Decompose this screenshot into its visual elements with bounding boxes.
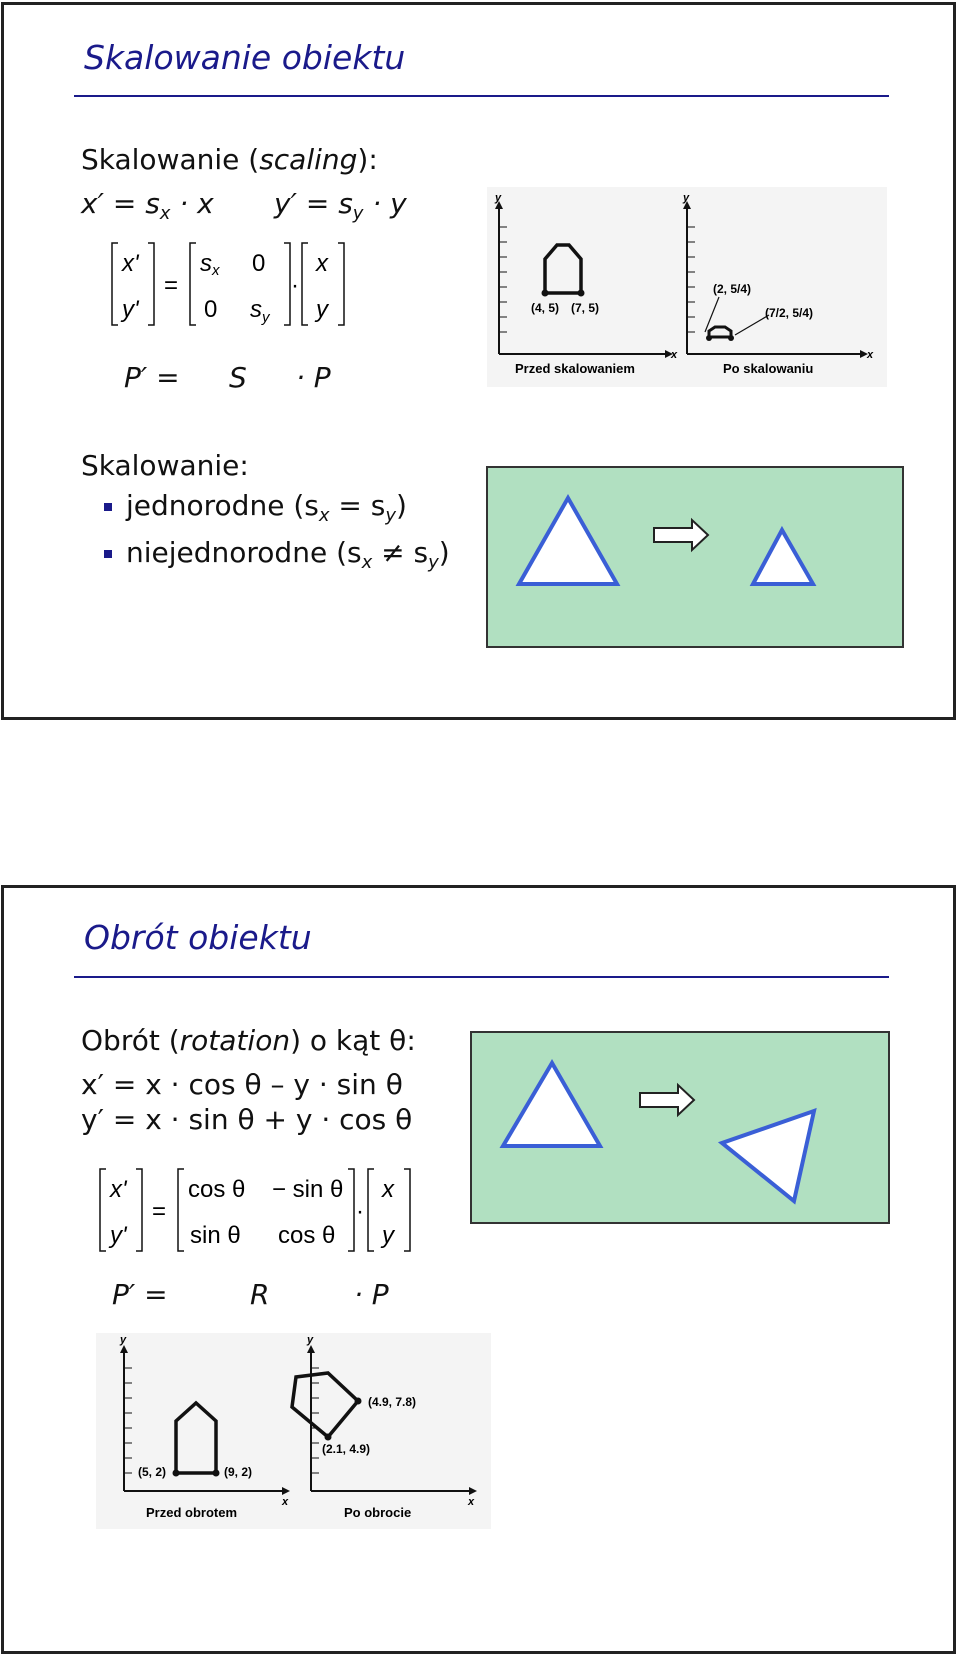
point-label-b: (2.1, 4.9) [322, 1442, 371, 1456]
point-label: (4, 5) [531, 301, 560, 315]
equation-x [81, 187, 214, 224]
rotation-illustration-panel [470, 1031, 890, 1224]
rotation-equation-y: y′ = x · sin θ + y · cos θ [81, 1103, 413, 1136]
point-label: (5, 2) [138, 1465, 167, 1479]
matrix-m12: − sin θ [272, 1176, 344, 1203]
scaling-types-label: Skalowanie: [81, 449, 249, 482]
figure-x-label: x [671, 349, 678, 361]
matrix-rhs-y: y [382, 1222, 394, 1249]
product-dot-p: · P [296, 361, 331, 394]
title-rule [74, 95, 889, 97]
matrix-m21: 0 [204, 296, 218, 323]
point-label: (7, 5) [571, 301, 600, 315]
matrix-rhs-x: x [382, 1176, 394, 1203]
figure-y-label: y [307, 1334, 314, 1346]
product-dot-p: · P [354, 1278, 389, 1311]
matrix-m11: s [200, 250, 212, 277]
arrow-right-icon [640, 1085, 694, 1115]
product-p-prime: P′ = [112, 1278, 168, 1311]
matrix-rhs-y: y [316, 296, 328, 323]
figure-x-label: x [282, 1496, 289, 1508]
matrix-m11: cos θ [188, 1176, 246, 1203]
eq-y-sub: y [352, 203, 364, 224]
point-label-a: (4.9, 7.8) [368, 1395, 417, 1409]
product-s: S [229, 361, 247, 394]
scaling-illustration-panel [486, 466, 904, 648]
bullet-marker [104, 550, 112, 558]
matrix-dot: · [356, 1198, 364, 1225]
point-label-b: (7/2, 5/4) [765, 306, 814, 320]
eq-x-lhs: x′ = s [81, 187, 160, 220]
slide-title: Skalowanie obiektu [84, 38, 406, 77]
scaling-intro [81, 143, 378, 176]
caption-after: Po skalowaniu [723, 361, 814, 376]
matrix-equals: = [164, 272, 179, 299]
product-p-prime: P′ = [124, 361, 180, 394]
equation-y [274, 187, 407, 224]
product-r: R [250, 1278, 270, 1311]
bullet-marker [104, 503, 112, 511]
matrix-lhs-y: y' [122, 296, 139, 323]
matrix-lhs-x: x' [122, 250, 139, 277]
point-label: (9, 2) [224, 1465, 253, 1479]
scaling-illustration [488, 468, 906, 650]
figure-x-label: x [867, 349, 874, 361]
figure-y-label: y [495, 192, 502, 204]
rotation-equation-x: x′ = x · cos θ – y · sin θ [81, 1068, 403, 1101]
matrix-rhs-x: x [316, 250, 328, 277]
matrix-m12: 0 [252, 250, 266, 277]
figure-x-label: x [468, 1496, 475, 1508]
intro-italic: scaling [259, 143, 358, 176]
point-label-a: (2, 5/4) [713, 282, 752, 296]
arrow-right-icon [654, 520, 708, 550]
triangle-rotated [722, 1111, 814, 1201]
figure-y-label: y [683, 192, 690, 204]
matrix-m22: cos θ [278, 1222, 336, 1249]
matrix-m11-sub: x [212, 262, 220, 279]
caption-after: Po obrocie [344, 1505, 412, 1520]
matrix-equals: = [152, 1198, 167, 1225]
slide-rotation-frame [1, 885, 956, 1654]
matrix-dot: · [291, 272, 299, 299]
bullet-uniform: jednorodne $(s_x = s_y)$ [126, 489, 407, 526]
slide-scaling [1, 2, 956, 720]
bullet-nonuniform: niejednorodne $(s_x \ne s_y)$ [126, 536, 450, 573]
matrix-lhs-y: y' [110, 1222, 127, 1249]
eq-y-rhs: · y [363, 187, 407, 220]
matrix-m22-sub: y [262, 309, 270, 326]
caption-before: Przed obrotem [146, 1505, 238, 1520]
slide-title: Obrót obiektu [84, 918, 312, 957]
matrix-m21: sin θ [190, 1222, 241, 1249]
triangle-original [503, 1063, 600, 1146]
eq-x-sub: x [159, 203, 171, 224]
caption-before: Przed skalowaniem [515, 361, 635, 376]
rotation-illustration [472, 1033, 892, 1226]
intro-prefix: Skalowanie ( [81, 143, 260, 176]
rotation-figure [96, 1333, 491, 1529]
matrix-m22: s [250, 296, 262, 323]
matrix-lhs-x: x' [110, 1176, 127, 1203]
intro-suffix: ): [357, 143, 378, 176]
triangle-large [519, 498, 617, 584]
figure-y-label: y [120, 1334, 127, 1346]
triangle-small [753, 530, 813, 584]
title-rule [74, 976, 889, 978]
scaling-figure [487, 187, 887, 387]
eq-x-rhs: · x [170, 187, 214, 220]
rotation-matrix [92, 1163, 422, 1258]
eq-y-lhs: y′ = s [274, 187, 353, 220]
rotation-intro: Obrót (rotation) o kąt θ: [81, 1024, 416, 1057]
scaling-matrix [104, 237, 364, 332]
